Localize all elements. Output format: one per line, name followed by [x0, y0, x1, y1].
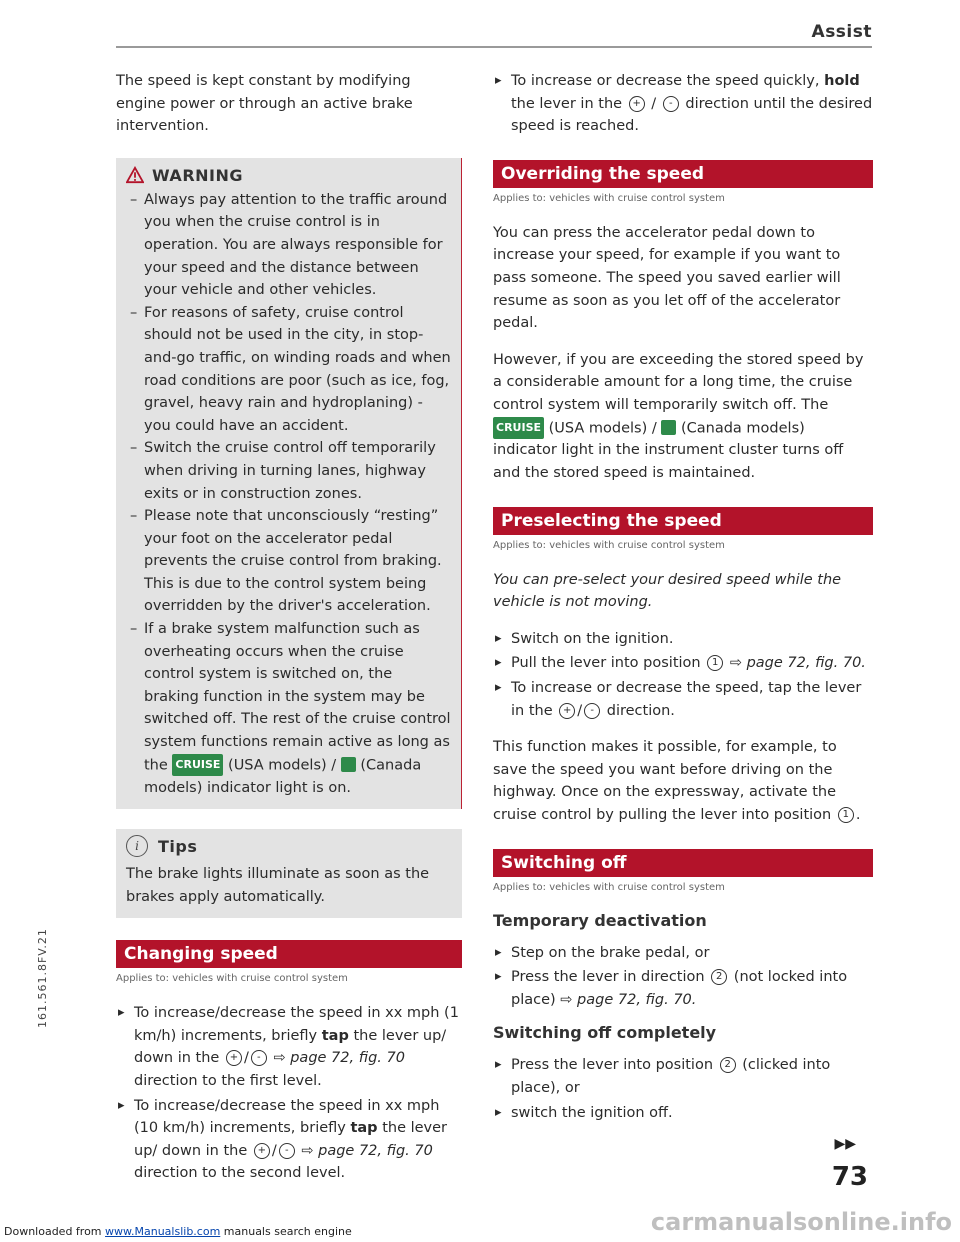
- step-text: (clicked into place), or: [511, 1057, 831, 1096]
- warning-item-text: If a brake system malfunction such as overheating occurs when the cruise control system is switched on, the braking function in the system may be switched off. The rest of the cruise control system functions remain active as long as the: [144, 621, 451, 773]
- step-text: (not locked into place): [511, 969, 848, 1008]
- cruise-indicator-icon: CRUISE: [493, 417, 544, 440]
- applies-to: Applies to: vehicles with cruise control system: [116, 973, 348, 985]
- position-2-icon: 2: [720, 1057, 736, 1073]
- instruction-step: [493, 70, 873, 138]
- header-rule: [116, 46, 872, 48]
- warning-title: WARNING: [152, 165, 243, 185]
- plus-icon: +: [254, 1143, 270, 1159]
- canada-indicator-icon: [661, 420, 676, 435]
- instruction-step: [493, 1054, 873, 1099]
- step-text: Pull the lever into position: [511, 655, 701, 672]
- step-text: the lever up/ down in the: [134, 1120, 448, 1159]
- page-reference: ⇨ page 72, fig. 70: [301, 1142, 433, 1159]
- step-text: the lever up/ down in the: [134, 1027, 447, 1067]
- footer-text: Downloaded from: [4, 1225, 102, 1238]
- lead-paragraph: You can pre-select your desired speed while the vehicle is not moving.: [493, 571, 842, 611]
- watermark: carmanualsonline.info: [650, 1208, 952, 1236]
- subheading-temporary: Temporary deactivation: [493, 910, 707, 930]
- para-text: However, if you are exceeding the stored speed by a considerable amount for a long time, the cruise control system will temporarily switch off. The: [493, 351, 864, 413]
- page-reference: ⇨ page 72, fig. 70.: [560, 991, 697, 1008]
- minus-icon: -: [251, 1050, 267, 1066]
- step-text: direction to the second level.: [134, 1165, 346, 1182]
- step-text: To increase or decrease the speed quickly,: [511, 73, 820, 89]
- position-2-icon: 2: [711, 969, 727, 985]
- download-footer: [4, 1225, 352, 1238]
- warning-item-text: (Canada models) indicator light is on.: [144, 756, 422, 796]
- step-text: direction.: [606, 702, 675, 719]
- info-icon: i: [126, 835, 148, 857]
- body-paragraph: [493, 736, 873, 826]
- position-1-icon: 1: [707, 655, 723, 671]
- footer-text: manuals search engine: [223, 1225, 352, 1238]
- instruction-step: ▸ Switch on the ignition.: [493, 628, 873, 651]
- step-text: To increase/decrease the speed in xx mph (1 km/h) increments, briefly: [134, 1005, 459, 1044]
- warning-heading: [126, 166, 451, 185]
- tips-box: [116, 829, 462, 918]
- applies-to: Applies to: vehicles with cruise control system: [493, 881, 725, 893]
- plus-icon: +: [629, 96, 645, 112]
- document-code: 161.561.8FV.21: [36, 928, 49, 1028]
- instruction-step: [493, 966, 873, 1011]
- body-paragraph: [493, 349, 873, 485]
- minus-icon: -: [584, 703, 600, 719]
- instruction-step: ▸ switch the ignition off.: [493, 1102, 873, 1125]
- tips-title: Tips: [158, 836, 198, 856]
- instruction-step: [116, 1002, 462, 1092]
- instruction-step: ▸ Step on the brake pedal, or: [493, 942, 873, 965]
- step-emphasis: tap: [321, 1027, 349, 1044]
- step-emphasis: tap: [350, 1120, 378, 1137]
- section-banner-changing-speed: Changing speed: [116, 940, 462, 968]
- plus-icon: +: [559, 703, 575, 719]
- subheading-complete: Switching off completely: [493, 1023, 717, 1043]
- para-text: (USA models) /: [548, 419, 657, 436]
- instruction-step: [493, 677, 873, 722]
- applies-to: Applies to: vehicles with cruise control system: [493, 192, 725, 204]
- position-1-icon: 1: [838, 807, 854, 823]
- para-text: This function makes it possible, for example, to save the speed you want before driving on the highway. Once on the expressway, activate the cruise control by pulling the lever into position: [493, 739, 837, 823]
- minus-icon: -: [663, 96, 679, 112]
- left-column: [116, 70, 462, 1187]
- warning-item: [126, 618, 451, 799]
- applies-to: Applies to: vehicles with cruise control system: [493, 539, 725, 551]
- slash: /: [243, 1050, 249, 1067]
- instruction-step: [493, 652, 873, 675]
- warning-icon: [126, 166, 144, 184]
- plus-icon: +: [226, 1050, 242, 1066]
- page-number: 73: [831, 1162, 868, 1192]
- step-text: To increase/decrease the speed in xx mph (10 km/h) increments, briefly: [134, 1097, 440, 1137]
- warning-box: [116, 158, 462, 809]
- warning-item: – For reasons of safety, cruise control should not be used in the city, in stop-and-go traffic, on winding roads and when road conditions are poor (such as ice, fog, gravel, heavy rain and hydroplaning) - you could have an accident.: [126, 302, 451, 438]
- intro-paragraph: The speed is kept constant by modifying engine power or through an active brake intervention.: [116, 73, 413, 135]
- tips-text: The brake lights illuminate as soon as the brakes apply automatically.: [126, 866, 430, 905]
- section-banner-preselecting: Preselecting the speed: [493, 507, 873, 535]
- step-text: direction until the desired speed is reached.: [511, 95, 873, 135]
- step-text: Press the lever in direction: [511, 969, 705, 986]
- step-text: direction to the first level.: [134, 1073, 322, 1090]
- section-banner-overriding: Overriding the speed: [493, 160, 873, 188]
- step-text: To increase or decrease the speed, tap the lever in the: [511, 679, 862, 719]
- para-text: .: [855, 806, 861, 823]
- warning-item: – Always pay attention to the traffic around you when the cruise control is in operation. You are always responsible for your speed and the distance between your vehicle and other vehicles.: [126, 189, 451, 302]
- warning-item: – Switch the cruise control off temporarily when driving in turning lanes, highway exits or in construction zones.: [126, 437, 451, 505]
- step-text: the lever in the: [511, 95, 623, 112]
- step-emphasis: hold: [824, 73, 860, 89]
- warning-item: – Please note that unconsciously “resting” your foot on the accelerator pedal prevents the cruise control from braking. This is due to the control system being overridden by the driver's acceleration.: [126, 505, 451, 618]
- continue-arrow-icon: ▶▶: [834, 1136, 856, 1152]
- section-banner-switching-off: Switching off: [493, 849, 873, 877]
- warning-item-text: (USA models) /: [228, 756, 337, 773]
- manualslib-link[interactable]: www.Manualslib.com: [105, 1225, 221, 1238]
- para-text: (Canada models) indicator light in the instrument cluster turns off and the stored speed is maintained.: [493, 419, 844, 482]
- slash: /: [271, 1142, 277, 1159]
- body-paragraph: You can press the accelerator pedal down to increase your speed, for example if you want to pass someone. The speed you saved earlier will resume as soon as you let off of the accelerator pedal.: [493, 224, 841, 332]
- instruction-step: [116, 1095, 462, 1185]
- cruise-indicator-icon: CRUISE: [172, 754, 223, 777]
- section-label: Assist: [811, 22, 872, 42]
- page-reference: ⇨ page 72, fig. 70: [273, 1050, 405, 1067]
- right-column: [493, 70, 873, 1126]
- slash: /: [651, 95, 657, 112]
- tips-heading: [126, 835, 452, 857]
- step-text: Press the lever into position: [511, 1057, 714, 1074]
- minus-icon: -: [279, 1143, 295, 1159]
- slash: /: [577, 702, 583, 719]
- canada-indicator-icon: [341, 757, 356, 772]
- page-reference: ⇨ page 72, fig. 70.: [729, 655, 866, 672]
